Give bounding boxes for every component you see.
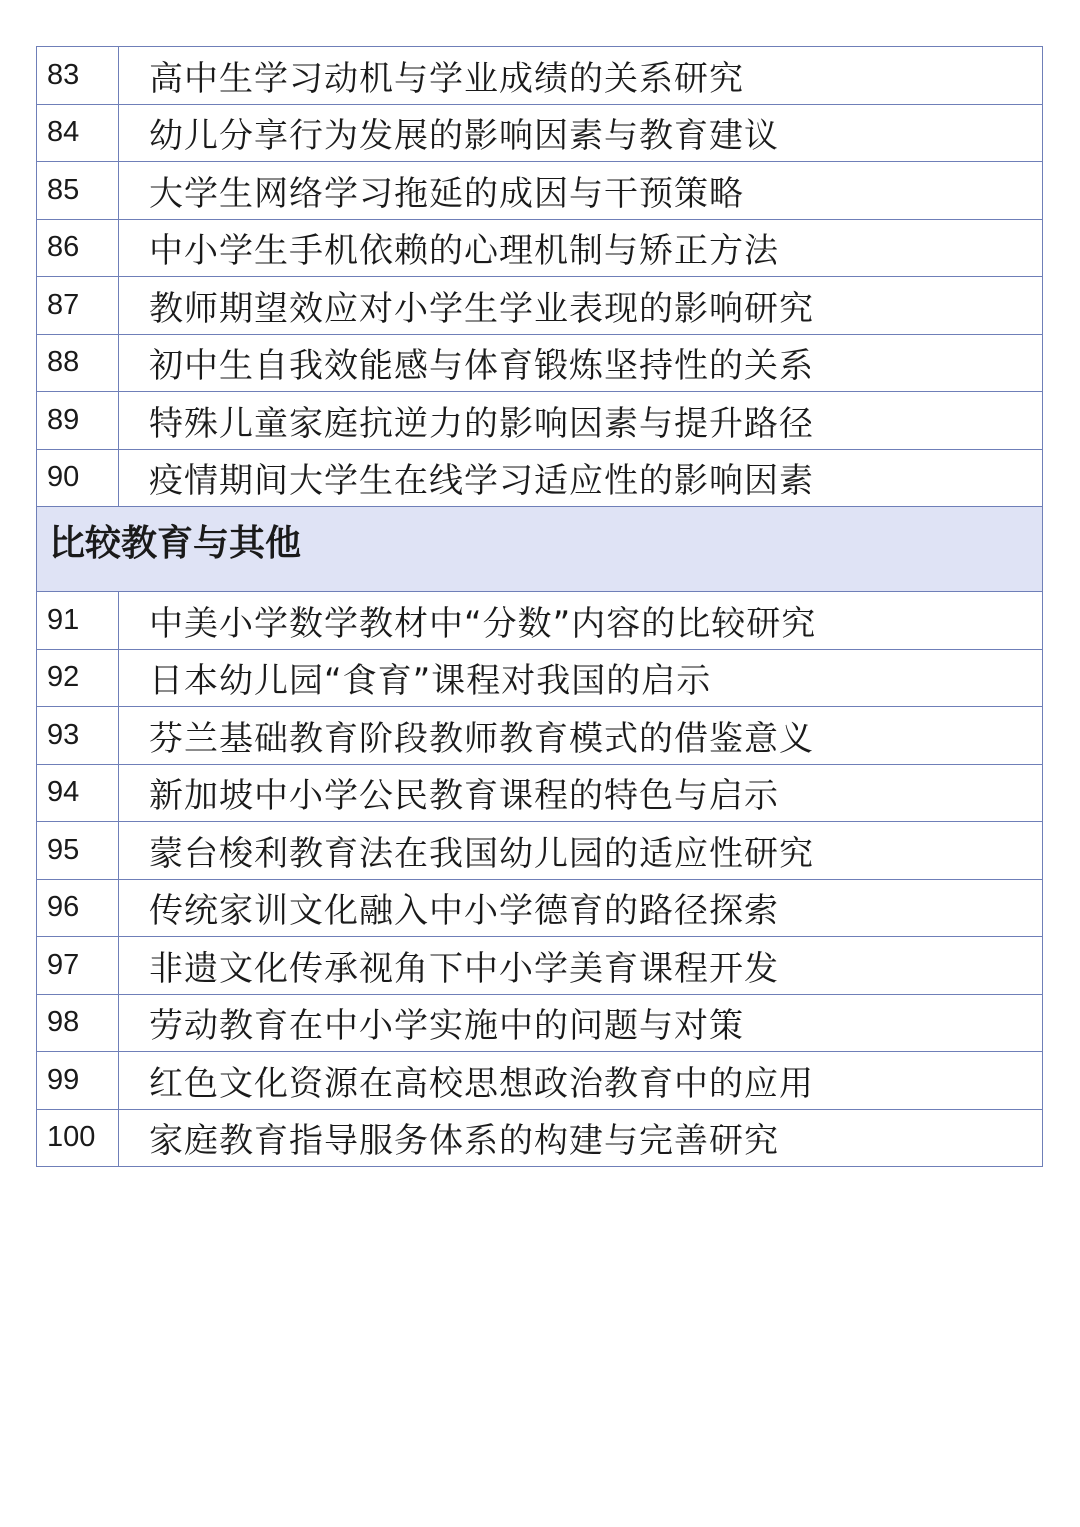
table-row <box>37 1052 1042 1110</box>
table-row <box>37 592 1042 650</box>
section-heading: 比较教育与其他 <box>37 507 1042 592</box>
row-title: 芬兰基础教育阶段教师教育模式的借鉴意义 <box>149 718 814 759</box>
row-number: 88 <box>37 335 119 392</box>
table-row <box>37 450 1042 508</box>
row-title: 蒙台梭利教育法在我国幼儿园的适应性研究 <box>149 833 814 874</box>
row-number: 94 <box>37 765 119 822</box>
row-title: 传统家训文化融入中小学德育的路径探索 <box>149 891 779 932</box>
row-number: 87 <box>37 277 119 334</box>
row-title: 疫情期间大学生在线学习适应性的影响因素 <box>149 461 814 502</box>
row-number: 92 <box>37 650 119 707</box>
row-number: 83 <box>37 47 119 104</box>
table-row <box>37 47 1042 105</box>
row-title: 家庭教育指导服务体系的构建与完善研究 <box>149 1121 779 1162</box>
table-row <box>37 995 1042 1053</box>
table-row <box>37 1110 1042 1168</box>
row-number: 100 <box>37 1110 119 1167</box>
row-number: 95 <box>37 822 119 879</box>
row-number: 86 <box>37 220 119 277</box>
table-row <box>37 880 1042 938</box>
row-title: 中小学生手机依赖的心理机制与矫正方法 <box>149 231 779 272</box>
row-number: 90 <box>37 450 119 507</box>
row-title: 高中生学习动机与学业成绩的关系研究 <box>149 58 744 99</box>
topic-table <box>36 46 1043 1167</box>
row-title: 大学生网络学习拖延的成因与干预策略 <box>149 173 744 214</box>
row-number: 89 <box>37 392 119 449</box>
table-row <box>37 335 1042 393</box>
row-number: 96 <box>37 880 119 937</box>
row-number: 84 <box>37 105 119 162</box>
row-number: 91 <box>37 592 119 649</box>
row-number: 99 <box>37 1052 119 1109</box>
row-title: 劳动教育在中小学实施中的问题与对策 <box>149 1006 744 1047</box>
row-title: 幼儿分享行为发展的影响因素与教育建议 <box>149 116 779 157</box>
table-row <box>37 937 1042 995</box>
table-row <box>37 220 1042 278</box>
table-row <box>37 822 1042 880</box>
table-row <box>37 765 1042 823</box>
row-title: 特殊儿童家庭抗逆力的影响因素与提升路径 <box>149 403 814 444</box>
row-title: 新加坡中小学公民教育课程的特色与启示 <box>149 776 779 817</box>
table-row <box>37 392 1042 450</box>
table-row <box>37 105 1042 163</box>
row-number: 85 <box>37 162 119 219</box>
table-row <box>37 162 1042 220</box>
row-number: 97 <box>37 937 119 994</box>
row-title: 红色文化资源在高校思想政治教育中的应用 <box>149 1063 814 1104</box>
table-row <box>37 277 1042 335</box>
row-title: 教师期望效应对小学生学业表现的影响研究 <box>149 288 814 329</box>
row-title: 日本幼儿园“食育”课程对我国的启示 <box>149 661 712 702</box>
table-row <box>37 650 1042 708</box>
row-number: 93 <box>37 707 119 764</box>
row-number: 98 <box>37 995 119 1052</box>
row-title: 初中生自我效能感与体育锻炼坚持性的关系 <box>149 346 814 387</box>
row-title: 非遗文化传承视角下中小学美育课程开发 <box>149 948 779 989</box>
row-title: 中美小学数学教材中“分数”内容的比较研究 <box>149 603 817 644</box>
table-row <box>37 707 1042 765</box>
